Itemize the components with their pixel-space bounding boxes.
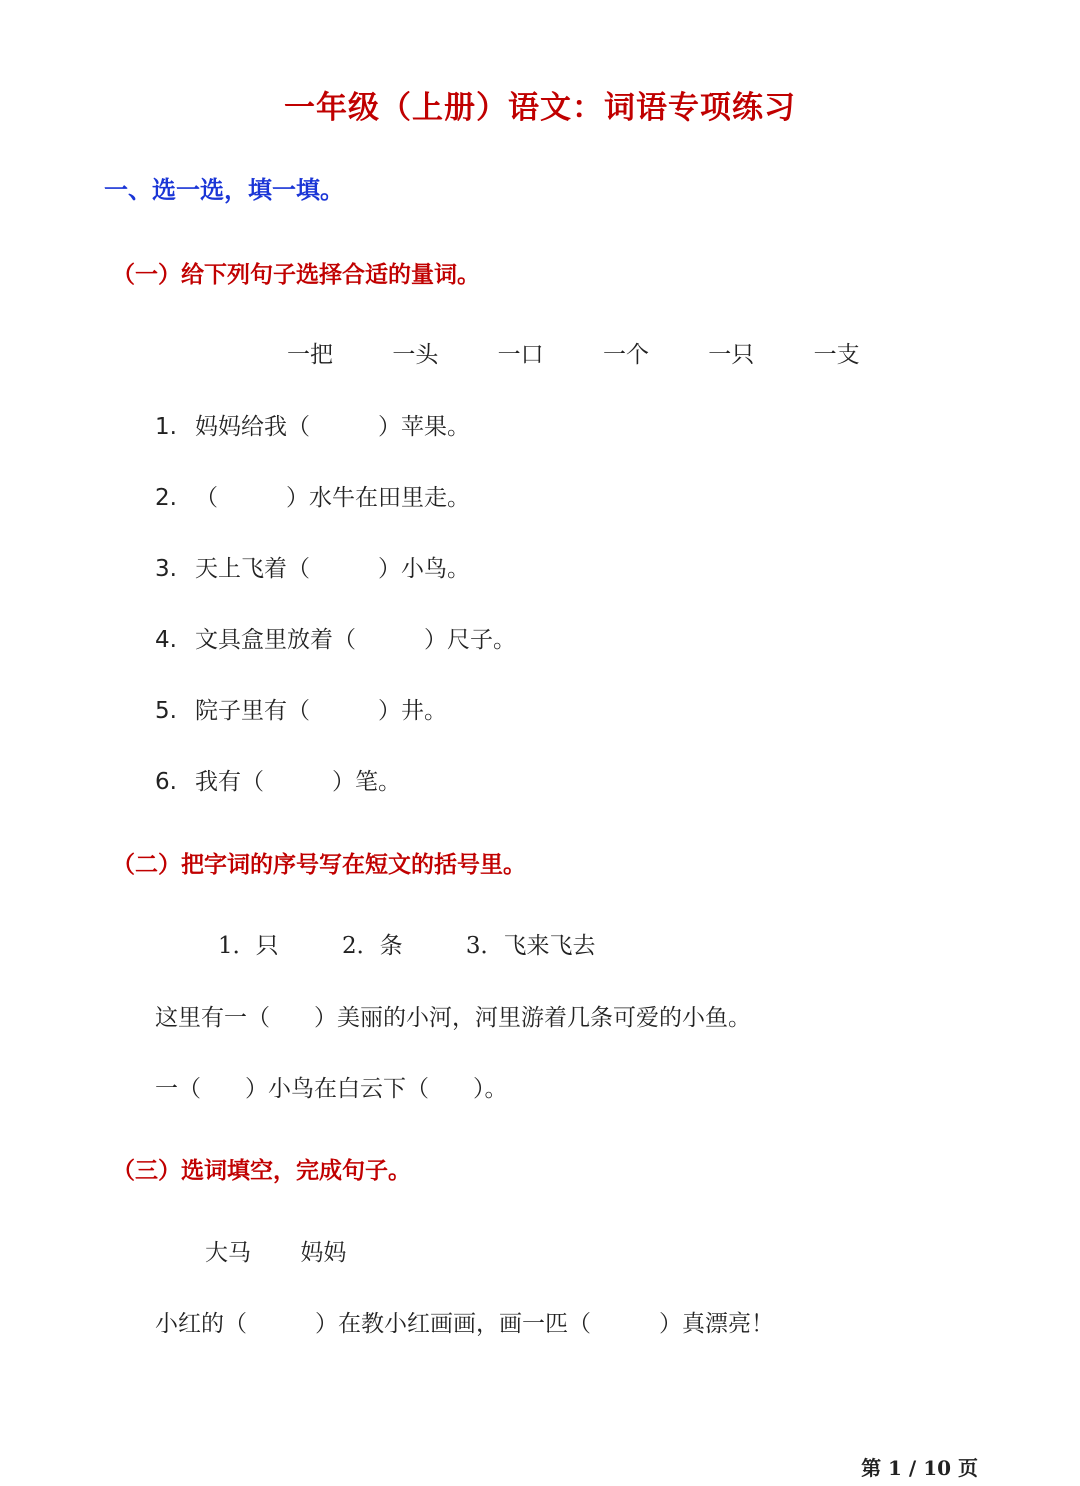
passage-line: 一（ ）小鸟在白云下（ ）。 <box>155 1076 508 1102</box>
option-word: 2．条 <box>341 933 403 959</box>
question-item: 6. 我有（ ）笔。 <box>155 769 401 795</box>
passage-line: 这里有一（ ）美丽的小河，河里游着几条可爱的小鱼。 <box>155 1005 751 1031</box>
option-word: 一头 <box>392 342 439 368</box>
question-item: 1. 妈妈给我（ ）苹果。 <box>155 414 470 440</box>
option-word: 3．飞来飞去 <box>465 933 596 959</box>
option-word: 一口 <box>497 342 544 368</box>
page-title: 一年级（上册）语文：词语专项练习 <box>284 90 796 126</box>
question-item: 4. 文具盒里放着（ ）尺子。 <box>155 627 516 653</box>
option-word: 大马 <box>205 1240 251 1266</box>
option-word: 妈妈 <box>300 1240 347 1266</box>
part3-heading: （三）选词填空，完成句子。 <box>112 1157 411 1184</box>
option-word: 一支 <box>813 342 860 368</box>
word-options <box>218 927 596 960</box>
option-word: 一把 <box>287 342 333 368</box>
option-word: 1．只 <box>218 933 279 959</box>
section-heading: 一、选一选，填一填。 <box>104 175 344 204</box>
question-item: 5. 院子里有（ ）井。 <box>155 698 447 724</box>
option-word: 一个 <box>602 342 649 368</box>
part1-heading: （一）给下列句子选择合适的量词。 <box>112 261 480 288</box>
option-word: 一只 <box>708 342 755 368</box>
fill-word-options <box>205 1234 346 1267</box>
part2-heading: （二）把字词的序号写在短文的括号里。 <box>112 851 526 878</box>
measure-word-options <box>287 336 860 369</box>
sentence-line: 小红的（ ）在教小红画画，画一匹（ ）真漂亮！ <box>155 1311 774 1337</box>
question-item: 2. （ ）水牛在田里走。 <box>155 485 470 511</box>
question-item: 3. 天上飞着（ ）小鸟。 <box>155 556 470 582</box>
page-number: 第 1 / 10 页 <box>861 1456 978 1480</box>
